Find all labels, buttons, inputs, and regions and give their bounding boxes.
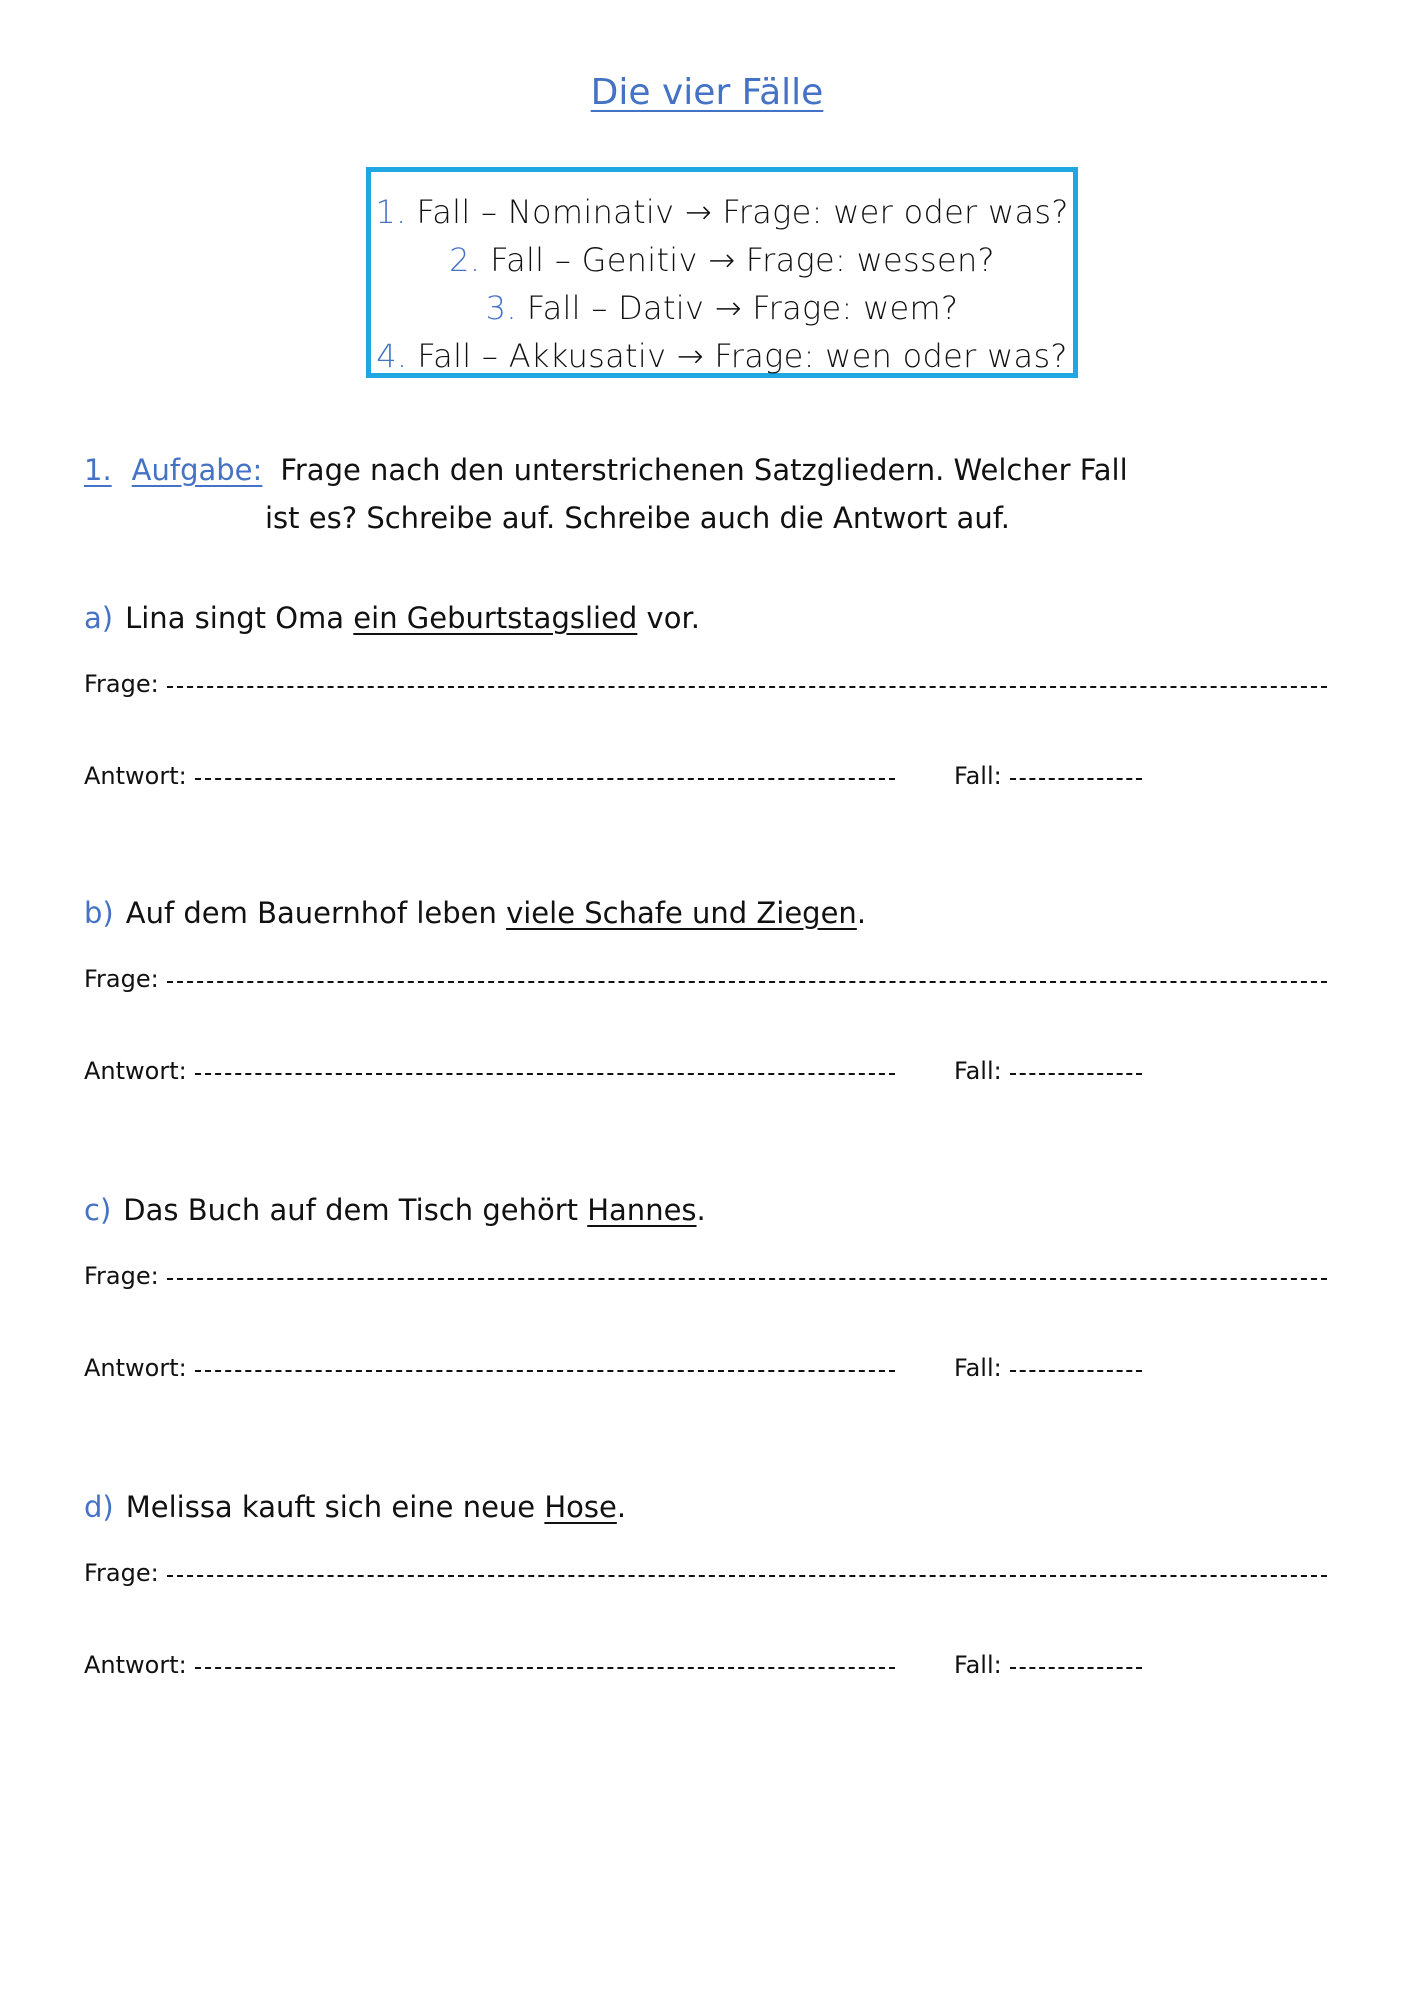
question-line[interactable] [167, 981, 1327, 983]
case-number: 4. [376, 337, 408, 375]
case-line[interactable] [1010, 1073, 1142, 1075]
case-number: 2. [449, 241, 481, 279]
exercise-letter: d) [84, 1490, 114, 1524]
case-line[interactable] [1010, 778, 1142, 780]
case-number: 3. [485, 289, 517, 327]
worksheet-title: Die vier Fälle [590, 72, 824, 113]
case-label: Fall: [954, 1354, 1002, 1382]
cases-overview-box [366, 167, 1078, 378]
exercise-letter: a) [84, 601, 114, 635]
question-field[interactable] [84, 1262, 1334, 1290]
underlined-phrase: Hose [544, 1490, 617, 1524]
question-label: Frage: [84, 965, 159, 993]
exercise-letter: c) [84, 1193, 112, 1227]
exercise-d [84, 1487, 1334, 1679]
answer-line[interactable] [195, 1073, 895, 1075]
case-text: Fall – Nominativ → Frage: wer oder was? [416, 193, 1069, 231]
case-field[interactable] [954, 1651, 1142, 1679]
exercise-b [84, 893, 1334, 1085]
task-text-line2: ist es? Schreibe auf. Schreibe auch die Antwort auf. [265, 501, 1011, 535]
question-line[interactable] [167, 1278, 1327, 1280]
question-line[interactable] [167, 1575, 1327, 1577]
sentence-part: Auf dem Bauernhof leben [125, 896, 507, 930]
exercise-a [84, 598, 1334, 790]
task-text-line1: Frage nach den unterstrichenen Satzgliedern. Welcher Fall [280, 453, 1128, 487]
case-text: Fall – Akkusativ → Frage: wen oder was? [417, 337, 1068, 375]
answer-label: Antwort: [84, 1354, 187, 1382]
exercise-letter: b) [84, 896, 114, 930]
sentence-part: Lina singt Oma [125, 601, 354, 635]
case-text: Fall – Dativ → Frage: wem? [526, 289, 959, 327]
sentence-part: . [696, 1193, 706, 1227]
sentence-part: Melissa kauft sich eine neue [125, 1490, 545, 1524]
case-line-3 [371, 284, 1073, 332]
answer-line[interactable] [195, 1667, 895, 1669]
task-label: Aufgabe: [131, 453, 263, 487]
question-field[interactable] [84, 965, 1334, 993]
exercise-sentence [84, 893, 1334, 933]
sentence-part: . [616, 1490, 627, 1524]
exercise-sentence [84, 1190, 1334, 1230]
case-label: Fall: [954, 1651, 1002, 1679]
answer-line[interactable] [195, 1370, 895, 1372]
sentence-part: Das Buch auf dem Tisch gehört [123, 1193, 588, 1227]
underlined-phrase: Hannes [587, 1193, 697, 1227]
sentence-part: . [856, 896, 867, 930]
question-field[interactable] [84, 1559, 1334, 1587]
answer-field[interactable] [84, 762, 895, 790]
case-field[interactable] [954, 1057, 1142, 1085]
answer-label: Antwort: [84, 762, 187, 790]
answer-field[interactable] [84, 1651, 895, 1679]
case-line-4 [371, 332, 1073, 380]
case-field[interactable] [954, 1354, 1142, 1382]
case-line-2 [371, 236, 1073, 284]
case-line[interactable] [1010, 1667, 1142, 1669]
underlined-phrase: ein Geburtstagslied [353, 601, 638, 635]
case-number: 1. [375, 193, 407, 231]
question-line[interactable] [167, 686, 1327, 688]
question-label: Frage: [84, 1559, 159, 1587]
question-label: Frage: [84, 670, 159, 698]
exercise-sentence [84, 1487, 1334, 1527]
answer-field[interactable] [84, 1354, 895, 1382]
answer-line[interactable] [195, 778, 895, 780]
question-field[interactable] [84, 670, 1334, 698]
exercise-sentence [84, 598, 1334, 638]
exercise-c [84, 1190, 1334, 1382]
case-field[interactable] [954, 762, 1142, 790]
case-line[interactable] [1010, 1370, 1142, 1372]
sentence-part: vor. [637, 601, 700, 635]
underlined-phrase: viele Schafe und Ziegen [506, 896, 857, 930]
task-number: 1. [84, 453, 112, 487]
case-line-1 [371, 188, 1073, 236]
answer-label: Antwort: [84, 1651, 187, 1679]
answer-field[interactable] [84, 1057, 895, 1085]
case-label: Fall: [954, 1057, 1002, 1085]
case-label: Fall: [954, 762, 1002, 790]
task-instruction [84, 440, 1128, 501]
question-label: Frage: [84, 1262, 159, 1290]
answer-label: Antwort: [84, 1057, 187, 1085]
case-text: Fall – Genitiv → Frage: wessen? [490, 241, 995, 279]
